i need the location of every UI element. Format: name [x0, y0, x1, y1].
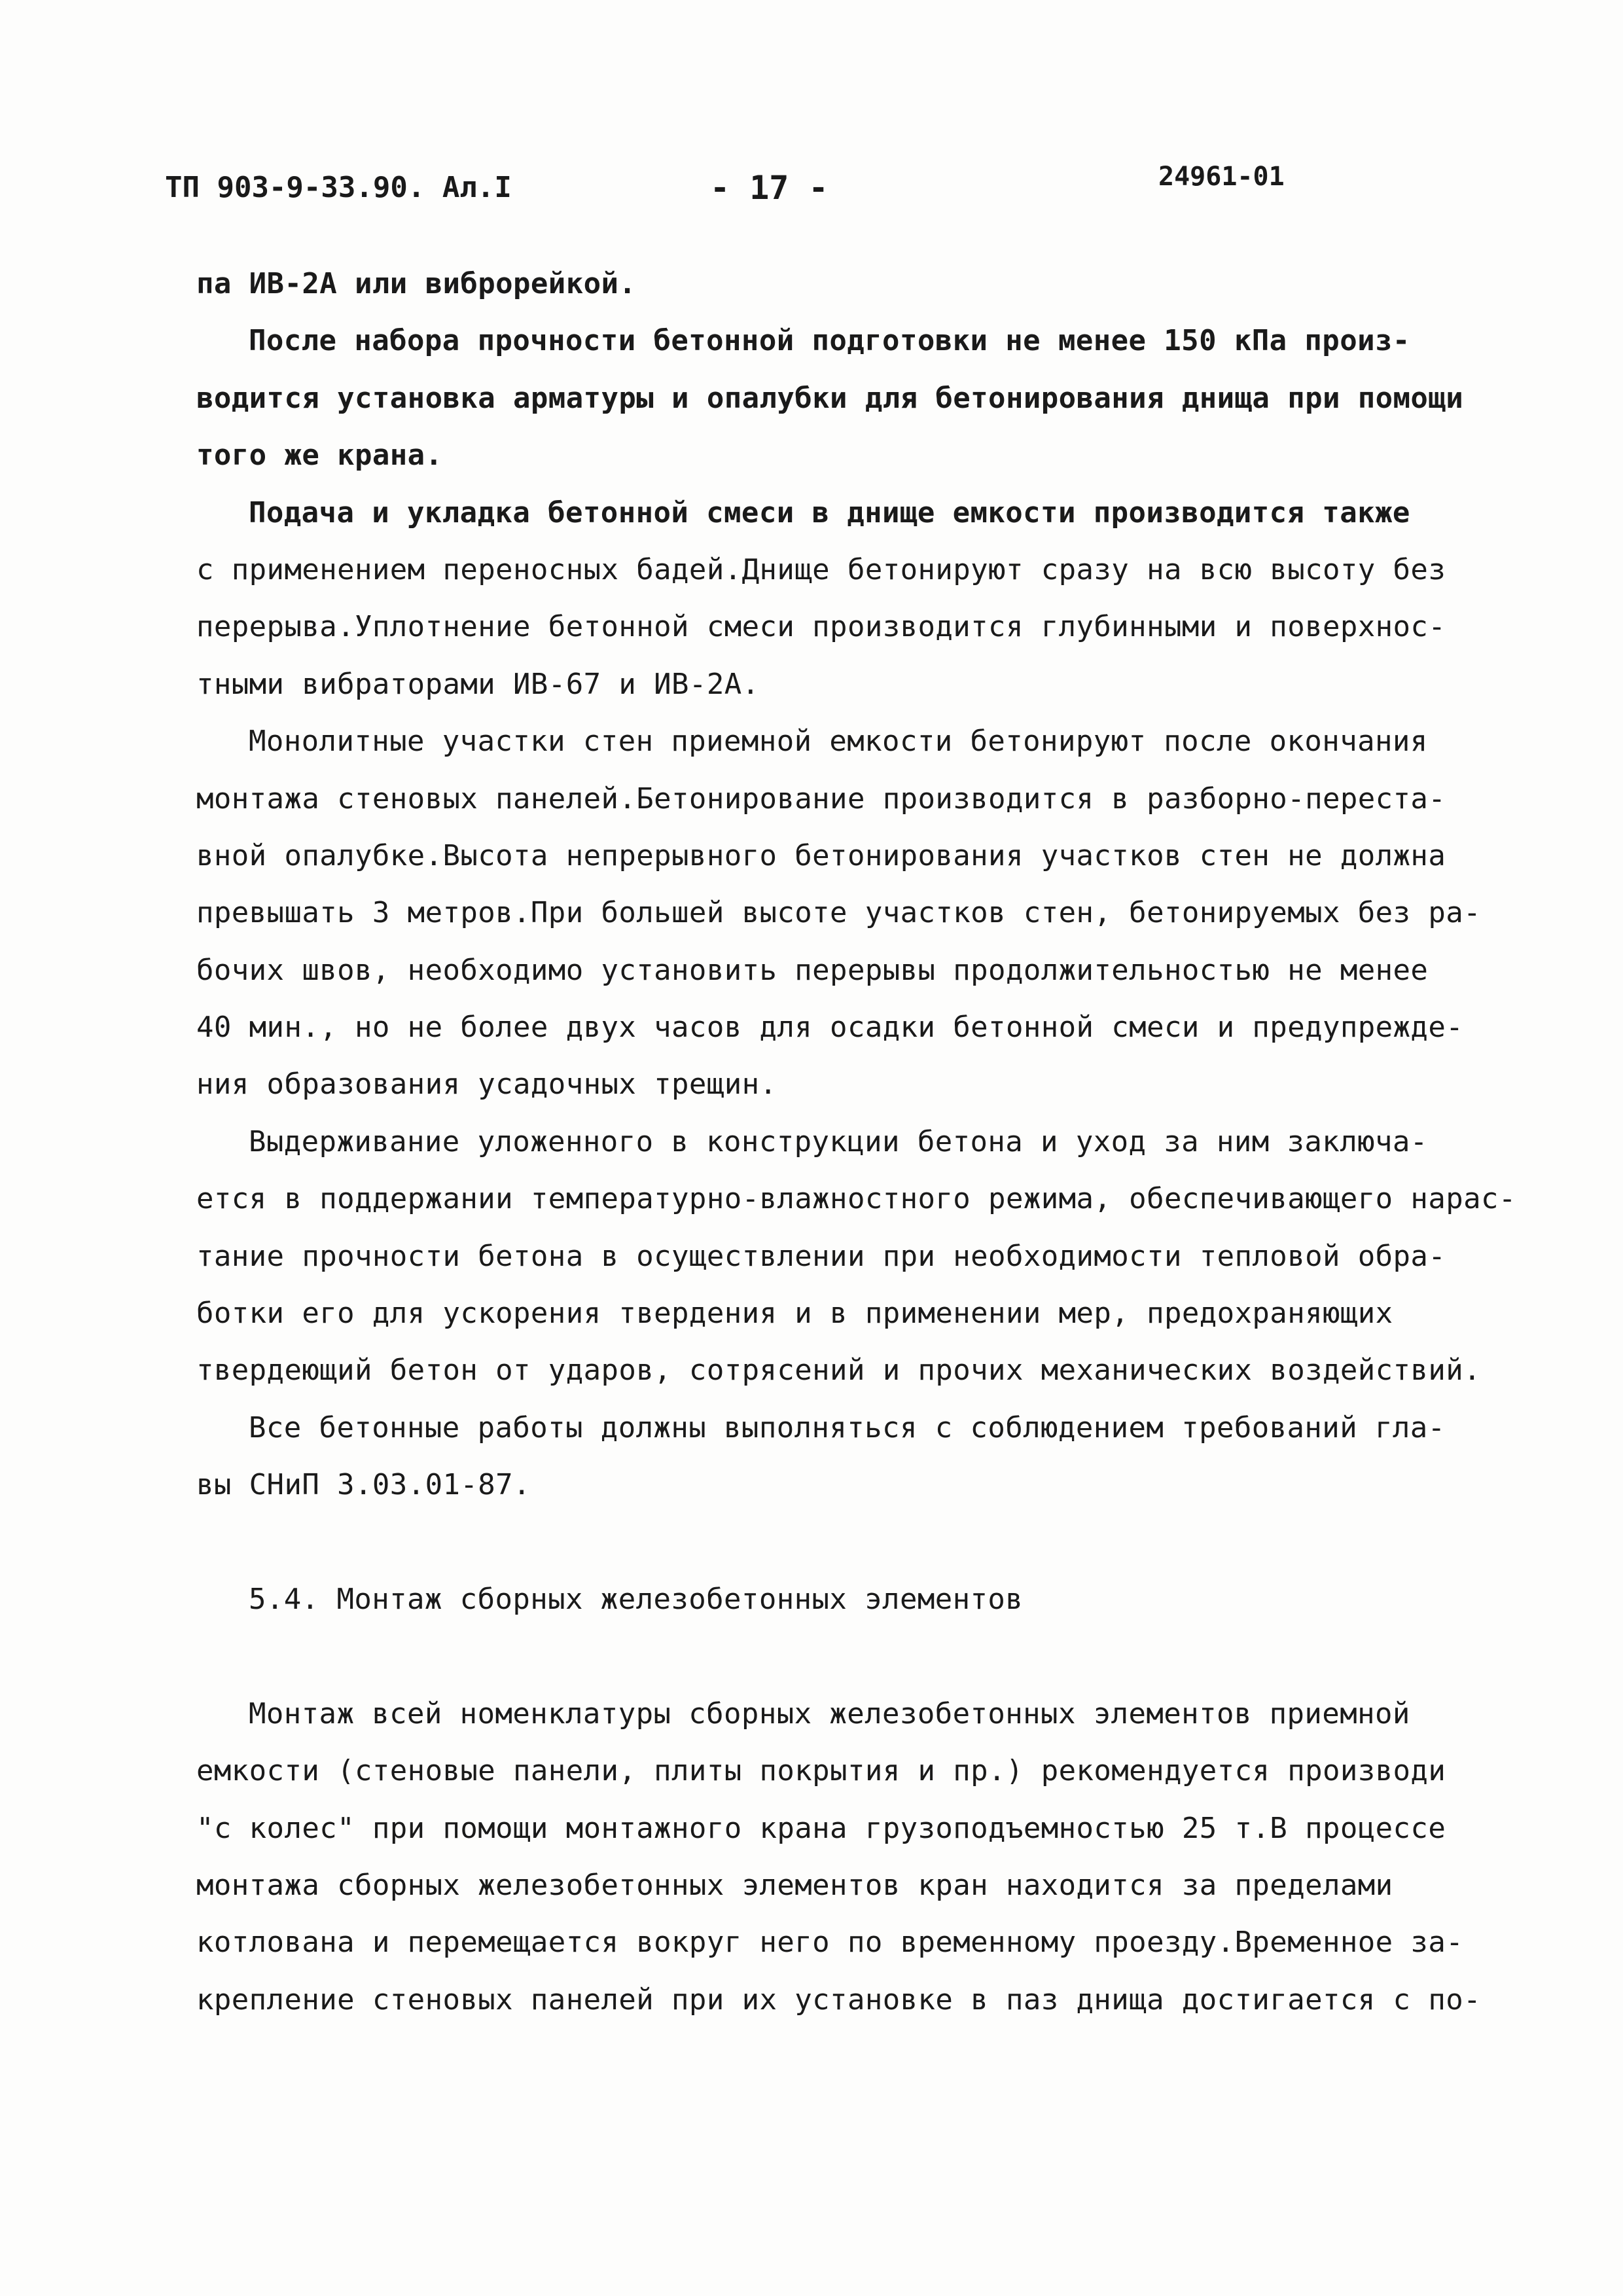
text-line: крепление стеновых панелей при их установке в паз днища достигается с по-	[196, 1982, 1481, 2017]
text-line: ботки его для ускорения твердения и в применении мер, предохраняющих	[196, 1297, 1393, 1331]
text-line: монтажа стеновых панелей.Бетонирование производится в разборно-переста-	[196, 781, 1446, 816]
text-line: твердеющий бетон от ударов, сотрясений и прочих механических воздействий.	[196, 1354, 1481, 1388]
text-line: Выдерживание уложенного в конструкции бетона и уход за ним заключа-	[249, 1124, 1428, 1158]
text-line: Монтаж всей номенклатуры сборных железобетонных элементов приемной	[249, 1696, 1410, 1731]
text-line: с применением переносных бадей.Днище бетонируют сразу на всю высоту без	[196, 552, 1446, 586]
text-line: После набора прочности бетонной подготовки не менее 150 кПа произ-	[249, 324, 1410, 358]
text-line: того же крана.	[196, 439, 443, 473]
text-line: водится установка арматуры и опалубки для бетонирования днища при помощи	[196, 381, 1464, 415]
document-registration-number: 24961-01	[1158, 162, 1285, 192]
blank-line	[196, 1628, 1479, 1685]
document-body	[196, 255, 1516, 2028]
text-line: 40 мин., но не более двух часов для осадки бетонной смеси и предупрежде-	[196, 1011, 1464, 1045]
text-line: вной опалубке.Высота непрерывного бетонирования участков стен не должна	[196, 838, 1446, 872]
text-line: ния образования усадочных трещин.	[196, 1067, 777, 1102]
text-line: "с колес" при помощи монтажного крана грузоподъемностью 25 т.В процессе	[196, 1811, 1446, 1845]
text-line: превышать 3 метров.При большей высоте участков стен, бетонируемых без ра-	[196, 896, 1481, 930]
text-line: вы СНиП 3.03.01-87.	[196, 1468, 531, 1502]
text-line: Все бетонные работы должны выполняться с соблюдением требований гла-	[249, 1410, 1446, 1444]
text-line: котлована и перемещается вокруг него по временному проезду.Временное за-	[196, 1926, 1464, 1960]
text-line: ется в поддержании температурно-влажностного режима, обеспечивающего нарас-	[196, 1182, 1516, 1216]
text-line: 5.4. Монтаж сборных железобетонных элементов	[249, 1582, 1024, 1616]
text-line: Подача и укладка бетонной смеси в днище емкости производится также	[249, 495, 1410, 529]
blank-line	[196, 1514, 1479, 1571]
text-line: па ИВ-2А или виброрейкой.	[196, 267, 637, 300]
text-line: монтажа сборных железобетонных элементов кран находится за пределами	[196, 1868, 1393, 1902]
text-line: бочих швов, необходимо установить перерывы продолжительностью не менее	[196, 953, 1429, 987]
page-number: - 17 -	[710, 169, 829, 207]
text-line: Монолитные участки стен приемной емкости бетонируют после окончания	[249, 725, 1428, 759]
text-line: перерыва.Уплотнение бетонной смеси производится глубинными и поверхнос-	[196, 610, 1446, 644]
document-code: ТП 903-9-33.90. Ал.I	[165, 171, 512, 204]
text-line: емкости (стеновые панели, плиты покрытия и пр.) рекомендуется производи	[196, 1754, 1446, 1788]
text-line: тными вибраторами ИВ-67 и ИВ-2А.	[196, 667, 760, 701]
text-line: тание прочности бетона в осуществлении при необходимости тепловой обра-	[196, 1239, 1446, 1273]
